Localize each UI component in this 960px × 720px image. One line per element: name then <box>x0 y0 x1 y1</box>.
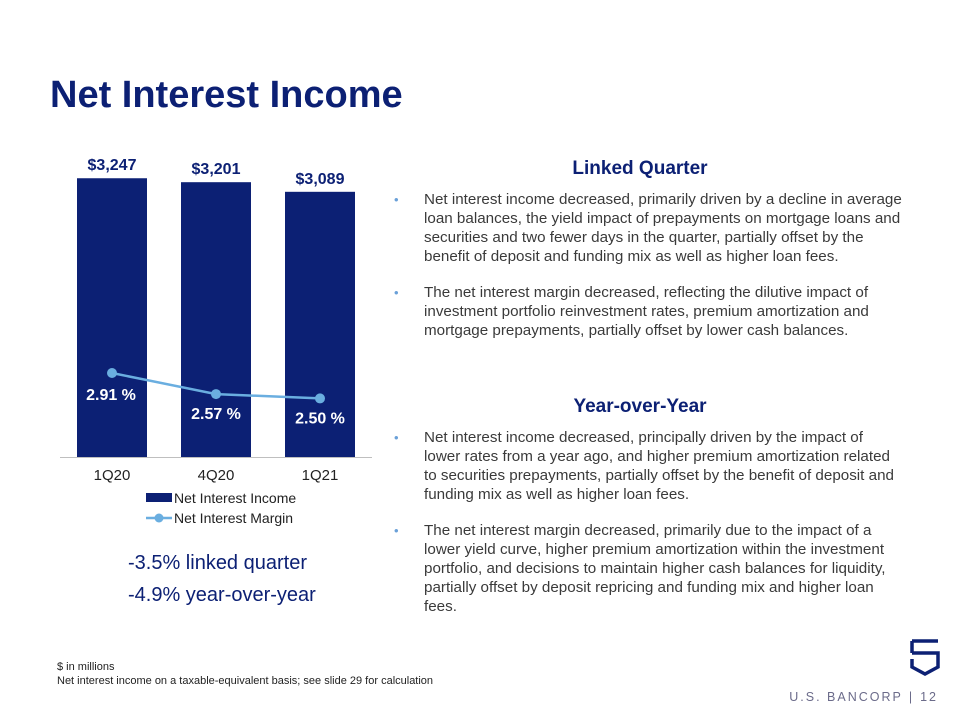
footnote-basis: Net interest income on a taxable-equivalent basis; see slide 29 for calculation <box>57 675 434 687</box>
bullet-text: The net interest margin decreased, primarily due to the impact of a lower yield curve, higher premium amortization within the investment portfolio, and decisions to maintain higher cash balances for liquidity, partially offset by deposit repricing and funding mix and higher loan fees. <box>424 522 886 615</box>
footer-brand <box>789 690 938 704</box>
margin-value-label: 2.50 % <box>295 410 345 428</box>
stat-linked-quarter: -3.5% linked quarter <box>128 552 307 574</box>
section-heading-linked-quarter: Linked Quarter <box>572 158 708 179</box>
page-title: Net Interest Income <box>50 74 403 116</box>
section-heading-year-over-year: Year-over-Year <box>573 396 707 417</box>
bar-value-label: $3,089 <box>295 170 345 188</box>
margin-value-label: 2.57 % <box>191 406 241 424</box>
margin-value-label: 2.91 % <box>86 387 136 404</box>
bar-value-label: $3,201 <box>191 161 241 179</box>
legend-swatch-nii <box>146 493 172 502</box>
chart-legend <box>146 490 296 526</box>
bullet-item <box>392 428 902 504</box>
legend-swatch-nim-dot <box>155 514 164 523</box>
bullet-text: Net interest income decreased, primarily driven by a decline in average loan balances, the yield impact of prepayments on mortgage loans and securities and two fewer days in the quarter, partially offset by the benefit of deposit and funding mix as well as higher loan fees. <box>424 191 902 265</box>
footnotes <box>57 660 433 688</box>
bar-value-label: $3,247 <box>87 157 137 175</box>
margin-point <box>211 389 221 399</box>
bar-1Q20 <box>77 178 147 457</box>
bullet-dot-icon: • <box>394 285 399 300</box>
margin-point <box>315 393 325 403</box>
legend-label-nim: Net Interest Margin <box>174 510 294 526</box>
bullet-text: Net interest income decreased, principally driven by the impact of lower rates from a year ago, and higher premium amortization related to securities prepayments, partially offset by the benefit of deposit and funding mix as well as higher loan fees. <box>424 429 894 503</box>
footer-separator: | <box>908 690 915 704</box>
bullet-dot-icon: • <box>394 430 399 445</box>
bullet-dot-icon: • <box>394 192 399 207</box>
category-label: 4Q20 <box>197 467 235 484</box>
bullet-item <box>392 521 902 616</box>
stat-year-over-year: -4.9% year-over-year <box>128 584 316 606</box>
year-over-year-bullets <box>392 428 902 633</box>
linked-quarter-bullets <box>392 190 902 357</box>
us-bancorp-shield-icon <box>910 637 940 677</box>
page-number: 12 <box>920 690 938 704</box>
legend-label-nii: Net Interest Income <box>174 490 297 506</box>
nii-chart <box>0 0 380 640</box>
margin-point <box>107 368 117 378</box>
category-label: 1Q20 <box>93 467 131 484</box>
bullet-dot-icon: • <box>394 523 399 538</box>
bullet-text: The net interest margin decreased, reflecting the dilutive impact of investment portfolio reinvestment rates, premium amortization and mortgage prepayments, partially offset by lower cash balances. <box>424 284 869 339</box>
category-label: 1Q21 <box>301 467 339 484</box>
bullet-item <box>392 190 902 266</box>
footnote-units: $ in millions <box>57 661 115 673</box>
bullet-item <box>392 283 902 340</box>
brand-name: U.S. BANCORP <box>789 690 903 704</box>
